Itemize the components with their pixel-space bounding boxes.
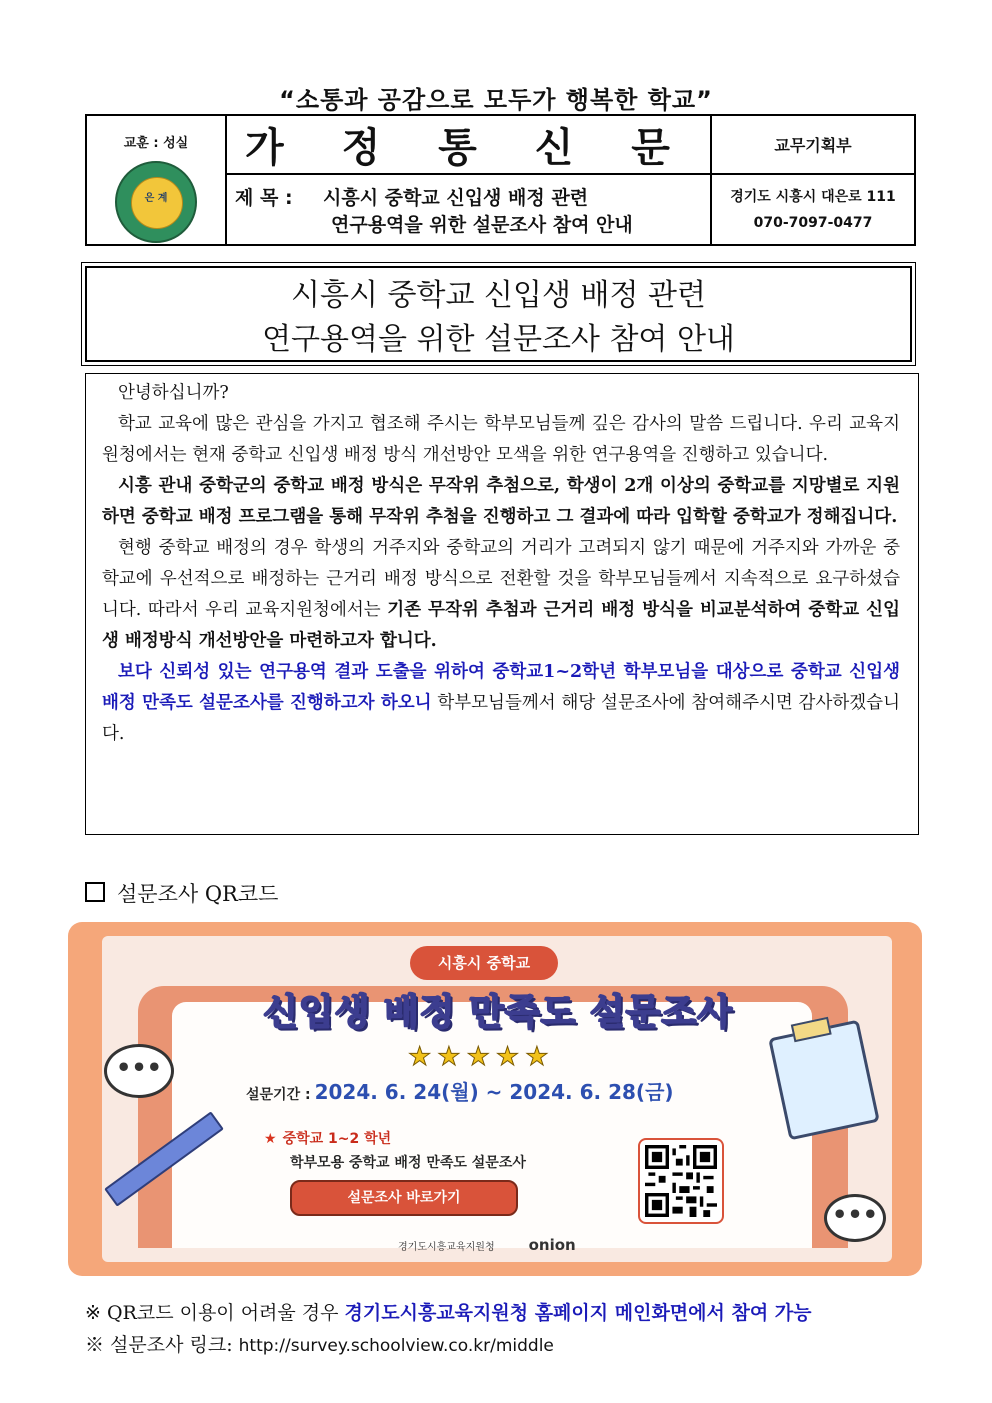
survey-url-link[interactable]: http://survey.schoolview.co.kr/middle [238,1336,554,1356]
checkbox-square-icon [85,882,105,902]
school-emblem-icon [115,161,197,243]
sponsor-logos [398,1236,576,1254]
contact-info [711,174,915,245]
speech-bubble-icon: ••• [104,1044,174,1098]
banner-title: 신입생 배정 만족도 설문조사 [263,992,733,1033]
star-rating-icon: ★★★★★ [408,1042,555,1072]
paragraph-2-text: 시흥 관내 중학군의 중학교 배정 방식은 무작위 추첨으로, 학생이 2개 이상의 중학교를 지망별로 지원하면 중학교 배정 프로그램을 통해 무작위 추첨을 진행하고 그 결과에 따라 입학할 중학교가 정해집니다. [102,476,900,527]
target-grade [264,1128,391,1148]
notice-title [85,266,912,362]
qr-section-heading [85,878,278,908]
survey-description: 학부모용 중학교 배정 만족도 설문조사 [290,1155,526,1171]
phone: 070-7097-0477 [753,214,873,231]
paragraph-2 [102,471,900,533]
qr-code-icon[interactable] [638,1138,724,1224]
paragraph-4 [102,657,900,750]
note-link [85,1332,554,1359]
survey-banner[interactable] [68,922,922,1276]
qr-heading-text: 설문조사 QR코드 [117,882,279,906]
paragraph-3-text: 현행 중학교 배정의 경우 학생의 거주지와 중학교의 거리가 고려되지 않기 때문에 거주지와 가까운 중학교에 우선적으로 배정하는 근거리 배정 방식으로 전환할 것을 학부모님들께서 지속적으로 요구하셨습니다. 따라서 우리 교육지원청에서는 [102,538,900,620]
school-motto-banner: “소통과 공감으로 모두가 행복한 학교” [279,86,713,114]
emblem-text: 은 계 [144,193,168,204]
target-grade-text: 중학교 1~2 학년 [282,1131,392,1147]
note-1-text: ※ QR코드 이용이 어려울 경우 [85,1302,345,1324]
survey-link-button[interactable]: 설문조사 바로가기 [290,1180,518,1216]
banner-tag: 시흥시 중학교 [410,946,558,980]
subject-line-1: 시흥시 중학교 신입생 배정 관련 [323,186,589,209]
letter-header [85,114,916,246]
star-icon: ★ [264,1131,277,1147]
education-office-logo: 경기도시흥교육지원청 [398,1242,495,1253]
subject-line-2: 연구용역을 위한 설문조사 참여 안내 [331,213,633,236]
notice-body [85,373,919,835]
note-1-emphasis: 경기도시흥교육지원청 홈페이지 메인화면에서 참여 가능 [344,1302,812,1324]
notice-title-line-1: 시흥시 중학교 신입생 배정 관련 [291,278,706,313]
school-motto: 교훈 : 성실 [123,136,189,151]
paragraph-3 [102,533,900,657]
period-value: 2024. 6. 24(월) ~ 2024. 6. 28(금) [314,1080,674,1104]
address: 경기도 시흥시 대은로 111 [730,188,896,205]
department: 교무기획부 [711,115,915,174]
survey-period [246,1076,674,1105]
paragraph-3-emphasis: 기존 무작위 추첨과 근거리 배정 방식을 비교분석하여 중학교 신입생 배정방식 개선방안을 마련하고자 합니다. [102,600,900,651]
paragraph-4-text: 학부모님들께서 해당 설문조사에 참여해주시면 감사하겠습니다. [102,693,900,744]
subject-label: 제 목 : [235,186,293,209]
document-title: 가 정 통 신 문 [226,115,711,174]
paragraph-4-emphasis: 보다 신뢰성 있는 연구용역 결과 도출을 위하여 중학교1~2학년 학부모님을 대상으로 중학교 신입생 배정 만족도 설문조사를 진행하고자 하오니 [102,662,900,713]
subject [226,174,711,245]
period-label: 설문기간 : [246,1087,311,1103]
onion-logo: onion [528,1236,576,1254]
paragraph-1: 학교 교육에 많은 관심을 가지고 협조해 주시는 학부모님들께 깊은 감사의 말씀 드립니다. 우리 교육지원청에서는 현재 중학교 신입생 배정 방식 개선방안 모색을 위한 연구용역을 진행하고 있습니다. [102,414,900,465]
note-2-text: ※ 설문조사 링크: [85,1334,239,1356]
motto-cell [86,115,226,245]
greeting: 안녕하십니까? [118,383,229,403]
speech-bubble-icon: ••• [824,1194,886,1242]
notice-title-line-2: 연구용역을 위한 설문조사 참여 안내 [262,322,735,357]
note-homepage [85,1300,812,1326]
